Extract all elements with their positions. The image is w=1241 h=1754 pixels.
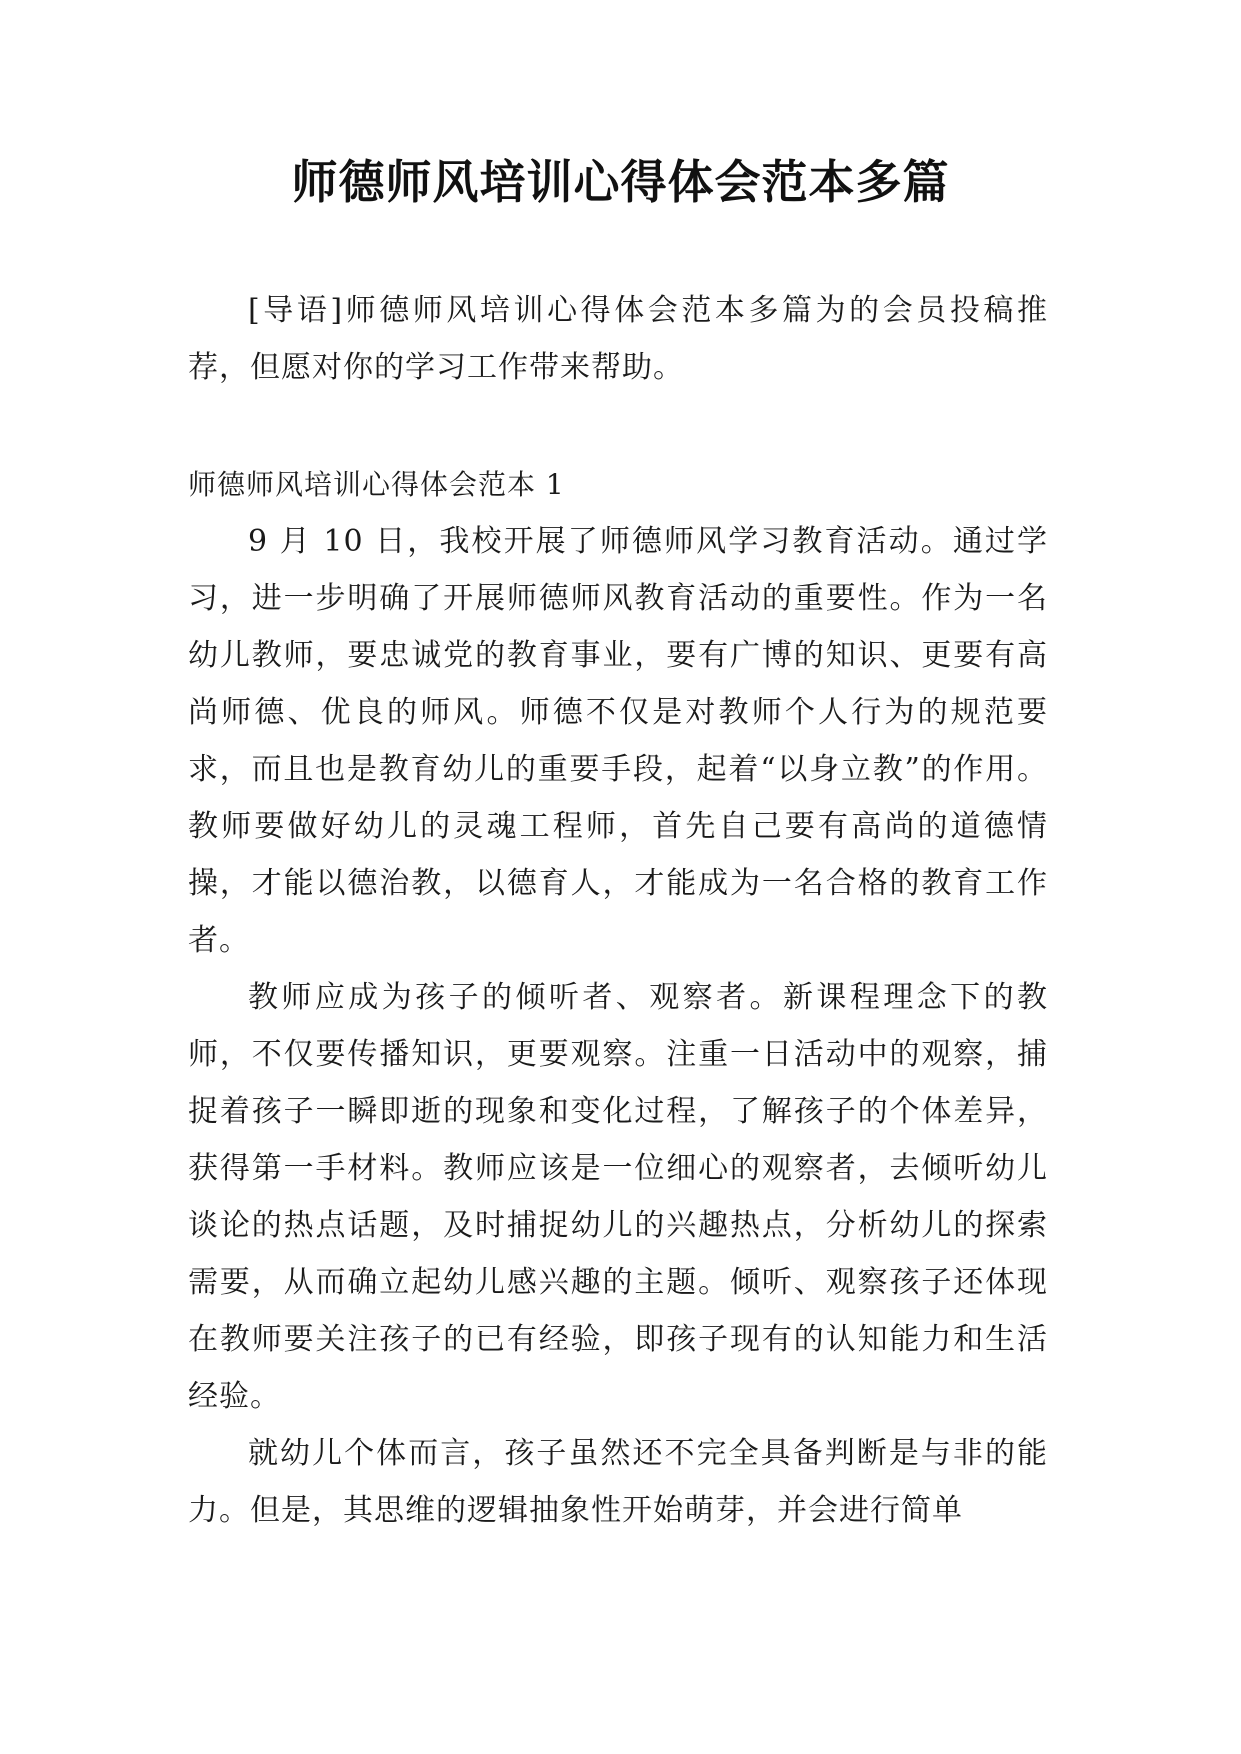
body-paragraph-1: 9 月 10 日，我校开展了师德师风学习教育活动。通过学习，进一步明确了开展师德师风教育活动的重要性。作为一名幼儿教师，要忠诚党的教育事业，要有广博的知识、更要有高尚师德、优良的师风。师德不仅是对教师个人行为的规范要求，而且也是教育幼儿的重要手段，起着“以身立教”的作用。教师要做好幼儿的灵魂工程师，首先自己要有高尚的道德情操，才能以德治教，以德育人，才能成为一名合格的教育工作者。: [188, 524, 1048, 958]
document-title: 师德师风培训心得体会范本多篇: [291, 155, 950, 209]
intro-paragraph: [导语]师德师风培训心得体会范本多篇为的会员投稿推荐，但愿对你的学习工作带来帮助。: [188, 293, 1048, 385]
body-paragraph-2: 教师应成为孩子的倾听者、观察者。新课程理念下的教师，不仅要传播知识，更要观察。注重一日活动中的观察，捕捉着孩子一瞬即逝的现象和变化过程，了解孩子的个体差异，获得第一手材料。教师应该是一位细心的观察者，去倾听幼儿谈论的热点话题，及时捕捉幼儿的兴趣热点，分析幼儿的探索需要，从而确立起幼儿感兴趣的主题。倾听、观察孩子还体现在教师要关注孩子的已有经验，即孩子现有的认知能力和生活经验。: [188, 980, 1048, 1414]
section-1: [188, 456, 1048, 1539]
section-heading: 师德师风培训心得体会范本 1: [188, 468, 565, 501]
intro-block: [188, 282, 1048, 396]
body-paragraph-3: 就幼儿个体而言，孩子虽然还不完全具备判断是与非的能力。但是，其思维的逻辑抽象性开始萌芽，并会进行简单: [188, 1436, 1048, 1528]
